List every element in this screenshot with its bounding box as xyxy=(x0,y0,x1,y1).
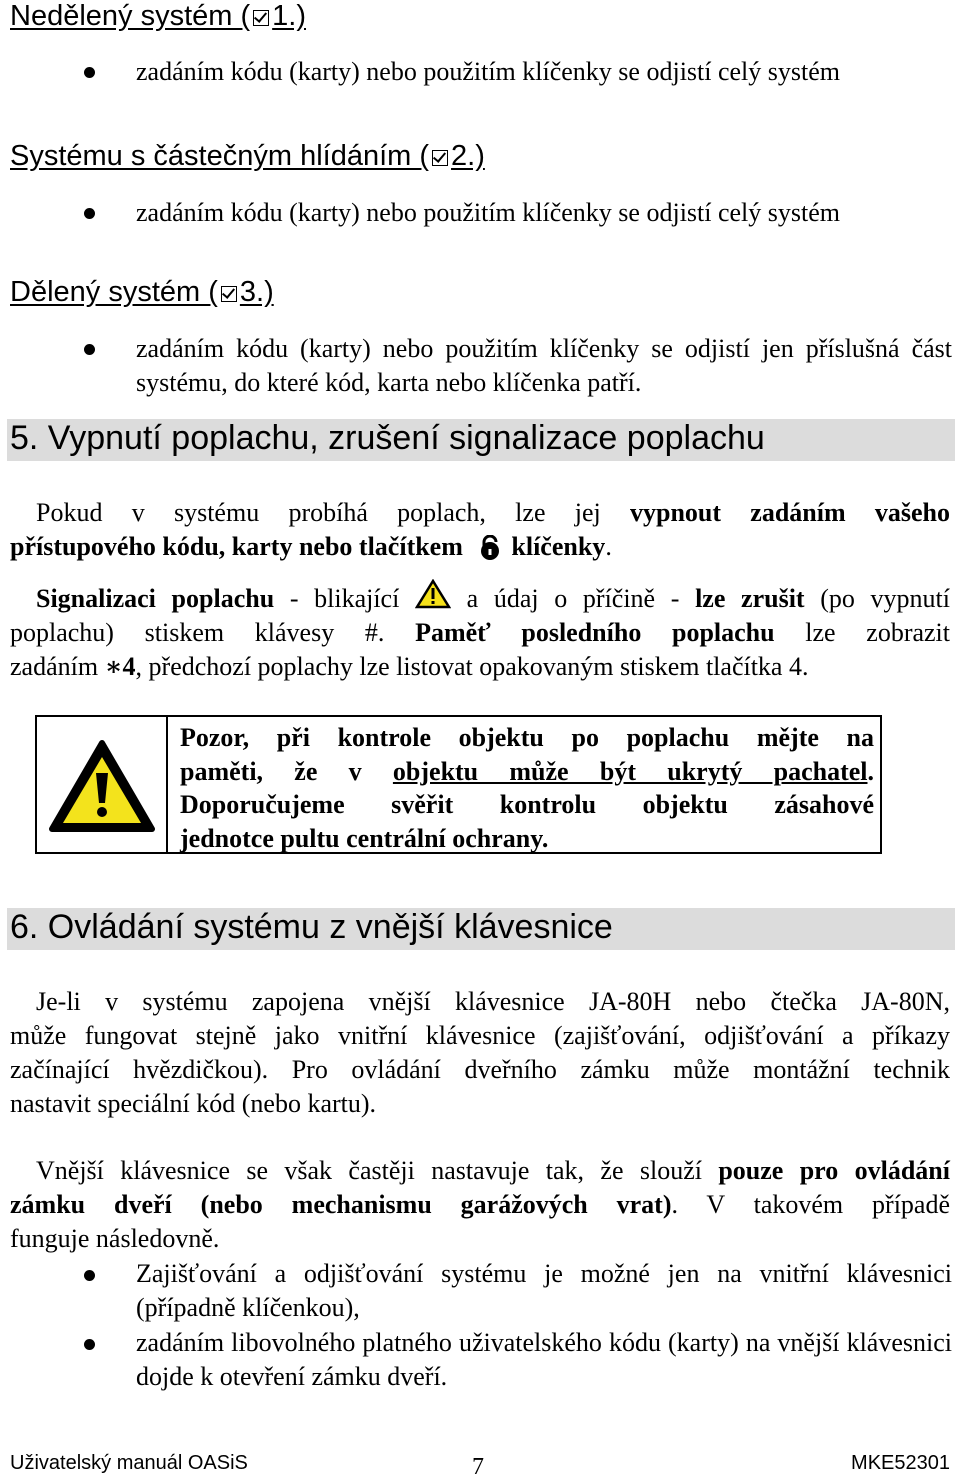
mode-2-bullet: zadáním kódu (karty) nebo použitím klíčenky se odjistí celý systém xyxy=(136,198,841,227)
warning-line: jednotce pultu centrální ochrany. xyxy=(180,823,549,853)
paragraph-line: začínající hvězdičkou). Pro ovládání dveřního zámku může montážní technik xyxy=(10,1055,950,1084)
mode-2-title: Systému s částečným hlídáním ( xyxy=(10,140,430,172)
mode-2-number: 2.) xyxy=(451,140,485,172)
mode-3-bullet: zadáním kódu (karty) nebo použitím klíčenky se odjistí jen příslušná část systému, do které kód, karta nebo klíčenka patří. xyxy=(136,334,952,397)
section-6-bullet-1: Zajišťování a odjišťování systému je možné jen na vnitřní klávesnici (případně klíčenkou), xyxy=(136,1259,952,1322)
paragraph-line: přístupového kódu, karty nebo tlačítkem klíčenky. xyxy=(10,532,612,561)
mode-3-title: Dělený systém ( xyxy=(10,276,218,308)
warning-icon xyxy=(48,739,156,835)
mode-1-title: Nedělený systém ( xyxy=(10,0,251,32)
padlock-icon xyxy=(477,535,503,561)
paragraph-line: Signalizaci poplachu - blikající a údaj o příčině - lze zrušit (po vypnutí xyxy=(10,579,950,616)
paragraph-line: funguje následovně. xyxy=(10,1224,220,1253)
warning-text xyxy=(180,721,874,855)
paragraph-line: poplachu) stiskem klávesy #. Paměť posledního poplachu lze zobrazit xyxy=(10,618,950,647)
paragraph-line: Je-li v systému zapojena vnější klávesnice JA-80H nebo čtečka JA-80N, xyxy=(36,987,950,1016)
section-6-paragraph-2 xyxy=(10,1154,950,1256)
mode-3-number: 3.) xyxy=(239,276,274,308)
paragraph-line: Pokud v systému probíhá poplach, lze jej vypnout zadáním vašeho xyxy=(36,498,951,527)
paragraph-line: nastavit speciální kód (nebo kartu). xyxy=(10,1089,377,1118)
checkbox-icon xyxy=(253,10,269,26)
paragraph-line: může fungovat stejně jako vnitřní klávesnice (zajišťování, odjišťování a příkazy xyxy=(10,1021,950,1050)
mode-1-number: 1.) xyxy=(272,0,306,32)
section-5-title: 5. Vypnutí poplachu, zrušení signalizace poplachu xyxy=(10,419,765,457)
warning-triangle-icon xyxy=(415,579,451,609)
paragraph-line: Vnější klávesnice se však častěji nastavuje tak, že slouží pouze pro ovládání xyxy=(36,1156,950,1185)
warning-line: Doporučujeme svěřit kontrolu objektu zásahové xyxy=(180,790,874,819)
checkbox-icon xyxy=(221,286,237,302)
paragraph-line: zadáním ∗4, předchozí poplachy lze listovat opakovaným stiskem tlačítka 4. xyxy=(10,652,809,681)
bullet-icon xyxy=(84,208,95,219)
footer-manual-title: Uživatelský manuál OASiS xyxy=(10,1452,248,1474)
warning-icon-cell xyxy=(37,717,168,852)
bullet-icon xyxy=(84,67,95,78)
mode-1-bullet: zadáním kódu (karty) nebo použitím klíčenky se odjistí celý systém xyxy=(136,57,841,86)
paragraph-line: zámku dveří (nebo mechanismu garážových vrat). V takovém případě xyxy=(10,1190,950,1219)
section-6-title: 6. Ovládání systému z vnější klávesnice xyxy=(10,908,613,946)
section-5-paragraph-2 xyxy=(10,579,950,684)
footer-document-code: MKE52301 xyxy=(851,1452,950,1474)
warning-line: paměti, že v objektu může být ukrytý pachatel. xyxy=(180,756,874,786)
warning-box xyxy=(35,715,882,854)
mode-3-heading xyxy=(10,276,274,309)
mode-1-heading xyxy=(10,0,306,33)
bullet-icon xyxy=(84,344,95,355)
mode-2-heading xyxy=(10,140,485,173)
section-6-paragraph-1 xyxy=(10,985,950,1121)
section-6-bullet-2: zadáním libovolného platného uživatelského kódu (karty) na vnější klávesnici dojde k otevření zámku dveří. xyxy=(136,1328,952,1391)
section-5-paragraph-1 xyxy=(10,496,950,564)
checkbox-icon xyxy=(432,150,448,166)
warning-line: Pozor, při kontrole objektu po poplachu mějte na xyxy=(180,723,874,752)
bullet-icon xyxy=(84,1339,95,1350)
bullet-icon xyxy=(84,1270,95,1281)
footer-page-number: 7 xyxy=(472,1454,484,1480)
